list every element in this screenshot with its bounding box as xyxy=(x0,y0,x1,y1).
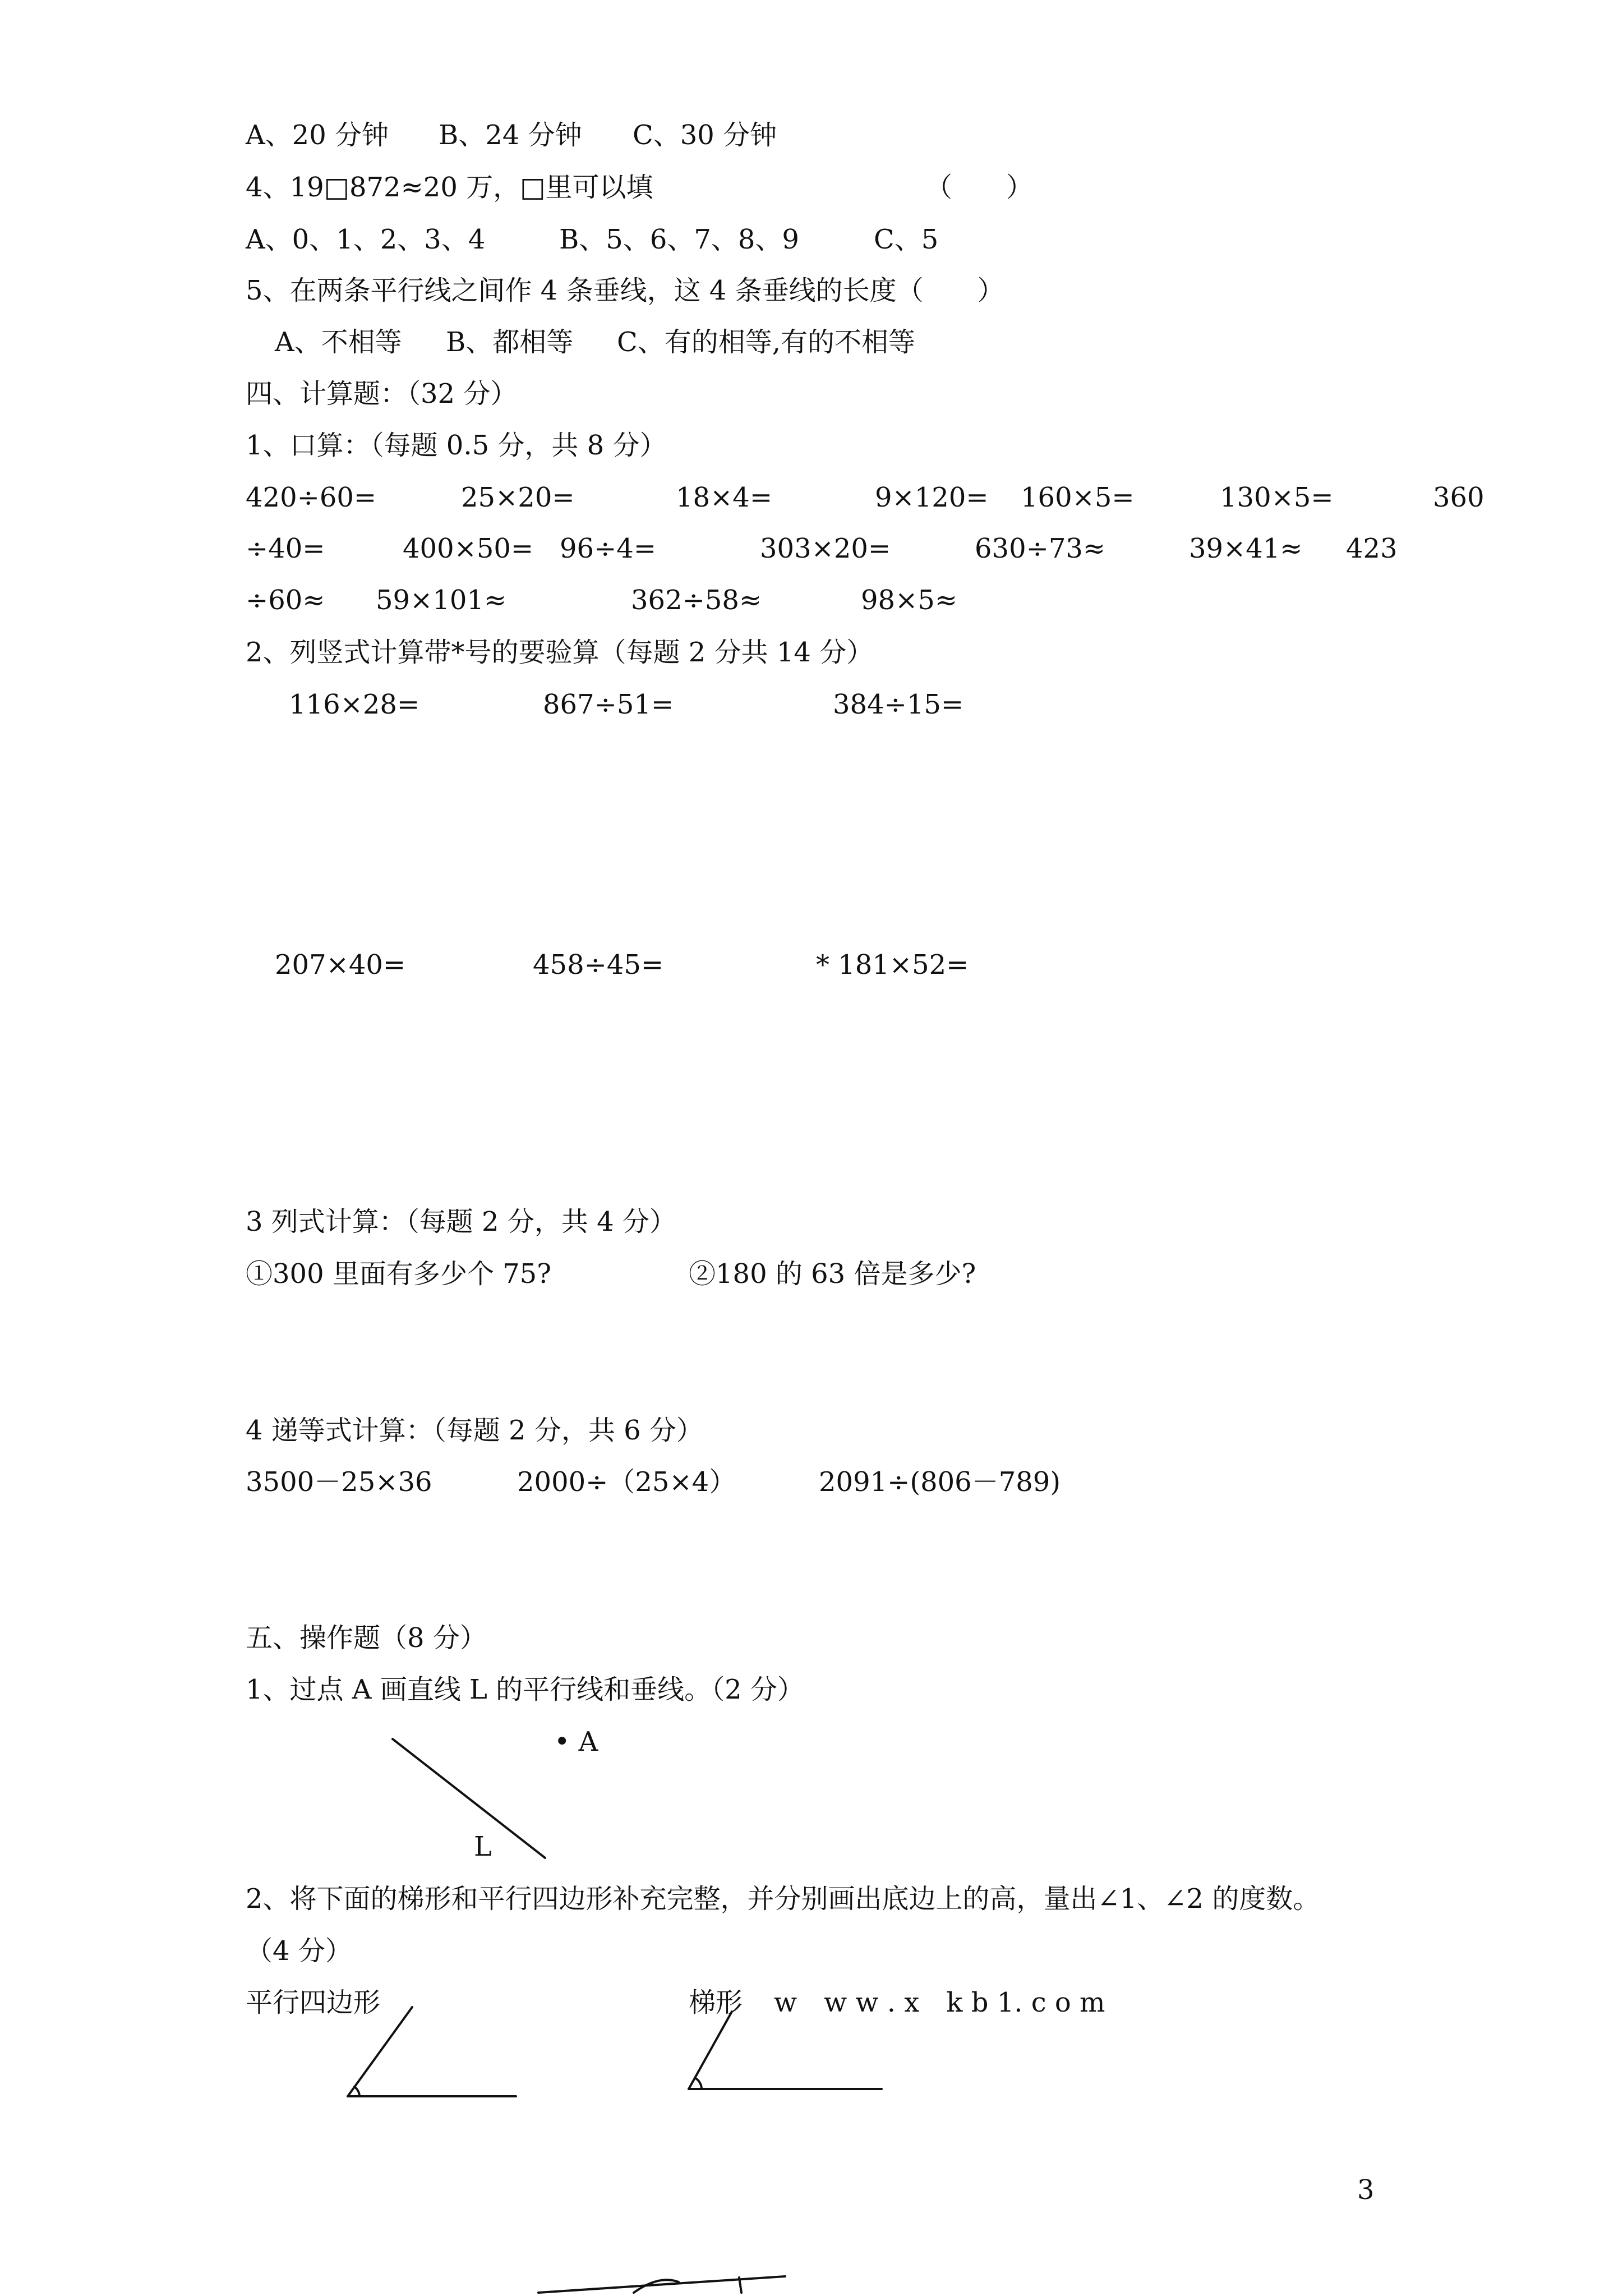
q3-choice-a: A、20 分钟 xyxy=(246,119,389,151)
vertical-calc-item: * 181×52= xyxy=(816,949,969,981)
q4-answer-blank: （ ） xyxy=(925,172,1034,203)
oral-calc-item: 630÷73≈ xyxy=(975,533,1106,564)
q3-choice-b: B、24 分钟 xyxy=(439,119,582,151)
section-5-title: 五、操作题（8 分） xyxy=(246,1622,487,1654)
column-calc-q1: ①300 里面有多少个 75? xyxy=(246,1258,551,1290)
vertical-calc-item: 867÷51= xyxy=(543,689,674,720)
point-a-label: • A xyxy=(554,1726,598,1757)
oral-calc-item: 130×5= xyxy=(1220,482,1334,513)
stepwise-calc-title: 4 递等式计算：（每题 2 分，共 6 分） xyxy=(246,1415,703,1446)
oral-calc-item: 360 xyxy=(1433,482,1484,513)
vertical-calc-item: 458÷45= xyxy=(533,949,664,981)
q5-choice-b: B、都相等 xyxy=(446,326,574,358)
line-l xyxy=(393,1739,545,1858)
watermark: w w w . x k b 1. c o m xyxy=(774,1987,1105,2018)
operation-q2-score: （4 分） xyxy=(246,1935,352,1967)
oral-calc-item: 362÷58≈ xyxy=(631,585,762,616)
oral-calc-title: 1、口算：（每题 0.5 分，共 8 分） xyxy=(246,430,667,461)
operation-q2-text: 2、将下面的梯形和平行四边形补充完整，并分别画出底边上的高，量出∠1、∠2 的度数。 xyxy=(246,1883,1320,1915)
stepwise-calc-item: 2091÷(806－789) xyxy=(819,1466,1061,1498)
operation-q1-text: 1、过点 A 画直线 L 的平行线和垂线。（2 分） xyxy=(246,1674,804,1705)
column-calc-title: 3 列式计算：（每题 2 分，共 4 分） xyxy=(246,1206,676,1237)
oral-calc-item: 25×20= xyxy=(461,482,575,513)
oral-calc-item: 420÷60= xyxy=(246,482,377,513)
vertical-calc-title: 2、列竖式计算带*号的要验算（每题 2 分共 14 分） xyxy=(246,637,874,668)
cropped-figure xyxy=(538,2276,785,2293)
oral-calc-item: 160×5= xyxy=(1021,482,1135,513)
q5-stem: 5、在两条平行线之间作 4 条垂线，这 4 条垂线的长度（ ） xyxy=(246,275,1004,306)
q3-choice-c: C、30 分钟 xyxy=(633,119,777,151)
parallelogram-label: 平行四边形 xyxy=(246,1987,381,2018)
section-4-title: 四、计算题：（32 分） xyxy=(246,378,518,409)
vertical-calc-item: 207×40= xyxy=(275,949,406,981)
q4-choice-a: A、0、1、2、3、4 xyxy=(246,224,486,255)
stepwise-calc-item: 3500－25×36 xyxy=(246,1466,432,1498)
vertical-calc-item: 384÷15= xyxy=(833,689,964,720)
oral-calc-item: 59×101≈ xyxy=(376,585,507,616)
oral-calc-item: 96÷4= xyxy=(560,533,657,564)
oral-calc-item: 9×120= xyxy=(875,482,989,513)
q5-choice-a: A、不相等 xyxy=(275,326,402,358)
line-l-label: L xyxy=(474,1831,492,1862)
q4-choice-c: C、5 xyxy=(874,224,939,255)
oral-calc-item: 18×4= xyxy=(676,482,773,513)
q4-choice-b: B、5、6、7、8、9 xyxy=(559,224,799,255)
column-calc-q2: ②180 的 63 倍是多少? xyxy=(689,1258,976,1290)
stepwise-calc-item: 2000÷（25×4） xyxy=(517,1466,736,1498)
oral-calc-item: ÷40= xyxy=(246,533,325,564)
trapezoid-figure xyxy=(689,2012,882,2089)
trapezoid-label: 梯形 xyxy=(689,1987,743,2018)
vertical-calc-item: 116×28= xyxy=(289,689,420,720)
oral-calc-item: 39×41≈ xyxy=(1189,533,1303,564)
oral-calc-item: 303×20= xyxy=(760,533,891,564)
page-number: 3 xyxy=(1357,2174,1375,2206)
oral-calc-item: ÷60≈ xyxy=(246,585,325,616)
oral-calc-item: 423 xyxy=(1346,533,1398,564)
oral-calc-item: 98×5≈ xyxy=(861,585,958,616)
q5-choice-c: C、有的相等,有的不相等 xyxy=(617,326,915,358)
oral-calc-item: 400×50= xyxy=(403,533,534,564)
q4-stem: 4、19□872≈20 万，□里可以填 xyxy=(246,172,653,203)
parallelogram-figure xyxy=(348,2007,516,2096)
